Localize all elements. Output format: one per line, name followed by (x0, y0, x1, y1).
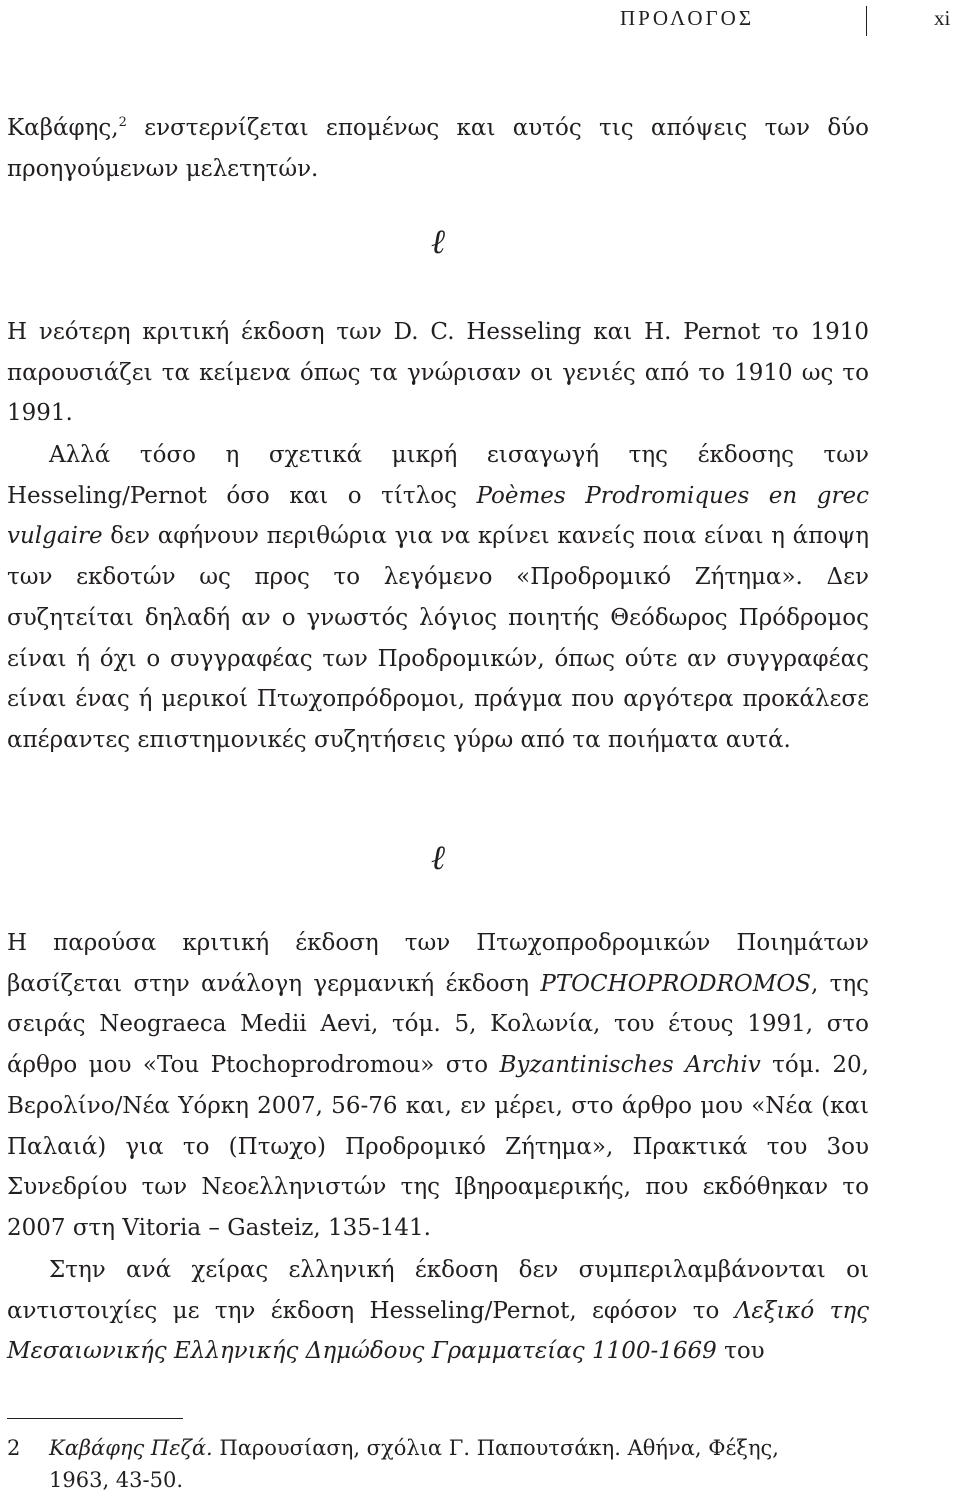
book-title-lexiko: Λεξικό της Μεσαιωνικής Ελληνικής Δημώδους Γραμματείας 1100-1669 (7, 1297, 870, 1365)
book-title-ptochoprodromos: PTOCHOPRODROMOS (540, 970, 811, 997)
paragraph-1 (7, 108, 869, 189)
paragraph-3 (7, 435, 869, 761)
header-divider (866, 6, 867, 36)
paragraph-3-text: Αλλά τόσο η σχετικά μικρή εισαγωγή της έκδοσης των Hesseling/Pernot όσο και ο τίτλος (7, 442, 869, 509)
paragraph-1-text: Καβάφης, (7, 115, 119, 141)
paragraph-5-text: Στην ανά χείρας ελληνική έκδοση δεν συμπεριλαμβάνονται οι αντιστοιχίες με την έκδοση Hesseling/Pernot, εφόσον το (7, 1257, 869, 1324)
paragraph-2: Η νεότερη κριτική έκδοση των D. C. Hesseling και H. Pernot το 1910 παρουσιάζει τα κείμενα όπως τα γνώρισαν οι γενιές από το 1910 ως το 1991. (7, 319, 869, 427)
journal-title-byzantinisches-archiv: Byzantinisches Archiv (499, 1052, 761, 1079)
footnote-2 (7, 1432, 869, 1496)
section-ornament-icon: ℓ (430, 838, 446, 878)
paragraph-4-text-end: τόμ. 20, Βερολίνο/Νέα Υόρκη 2007, 56-76 και, εν μέρει, στο άρθρο μου «Νέα (και Παλαιά) για το (Πτωχο) Προδρομικό Ζήτημα», Πρακτικά του 3ου Συνεδρίου των Νεοελληνιστών της Ιβηροαμερικής, που εκδόθηκαν το 2007 στη Vitoria – Gasteiz, 135-141. (7, 1052, 869, 1241)
section-ornament-icon: ℓ (430, 222, 446, 262)
paragraph-5-text-cont: του (716, 1338, 765, 1365)
footnote-text: Παρουσίαση, σχόλια Γ. Παπουτσάκη. Αθήνα, Φέξης, (212, 1436, 779, 1460)
paragraph-1-text-cont: ενστερνίζεται επομένως και αυτός τις απόψεις των δύο προηγούμενων μελετητών. (7, 115, 869, 182)
book-title-poemes-prodromiques: Poèmes Prodromiques en grec vulgaire (7, 482, 869, 550)
footnote-ref-2[interactable]: 2 (118, 115, 127, 130)
paragraph-4 (7, 923, 869, 1249)
paragraph-4-text: Η παρούσα κριτική έκδοση των Πτωχοπροδρομικών Ποιημάτων βασίζεται στην ανάλογη γερμανική έκδοση (7, 930, 869, 997)
paragraph-4-text-cont: , της σειράς Neograeca Medii Aevi, τόμ. 5, Κολωνία, του έτους 1991, στο άρθρο μου «Tou Ptochoprodromou» στο (7, 970, 869, 1079)
running-header-title: ΠΡΟΛΟΓΟΣ (620, 6, 755, 30)
paragraph-5 (7, 1250, 869, 1372)
footnote-divider (7, 1418, 183, 1419)
footnote-text-cont: 1963, 43-50. (49, 1468, 184, 1492)
page-number: xi (934, 6, 951, 30)
footnote-book-title: Καβάφης Πεζά. (49, 1436, 213, 1460)
paragraph-3-text-cont: δεν αφήνουν περιθώρια για να κρίνει κανείς ποια είναι η άποψη των εκδοτών ως προς το λεγόμενο «Προδρομικό Ζήτημα». Δεν συζητείται δηλαδή αν ο γνωστός λόγιος ποιητής Θεόδωρος Πρόδρομος είναι ή όχι ο συγγραφέας των Προδρομικών, όπως ούτε αν συγγραφέας είναι ένας ή μερικοί Πτωχοπρόδρομοι, πράγμα που αργότερα προκάλεσε απέραντες επιστημονικές συζητήσεις γύρω από τα ποιήματα αυτά. (7, 523, 869, 753)
footnote-number: 2 (7, 1436, 21, 1460)
